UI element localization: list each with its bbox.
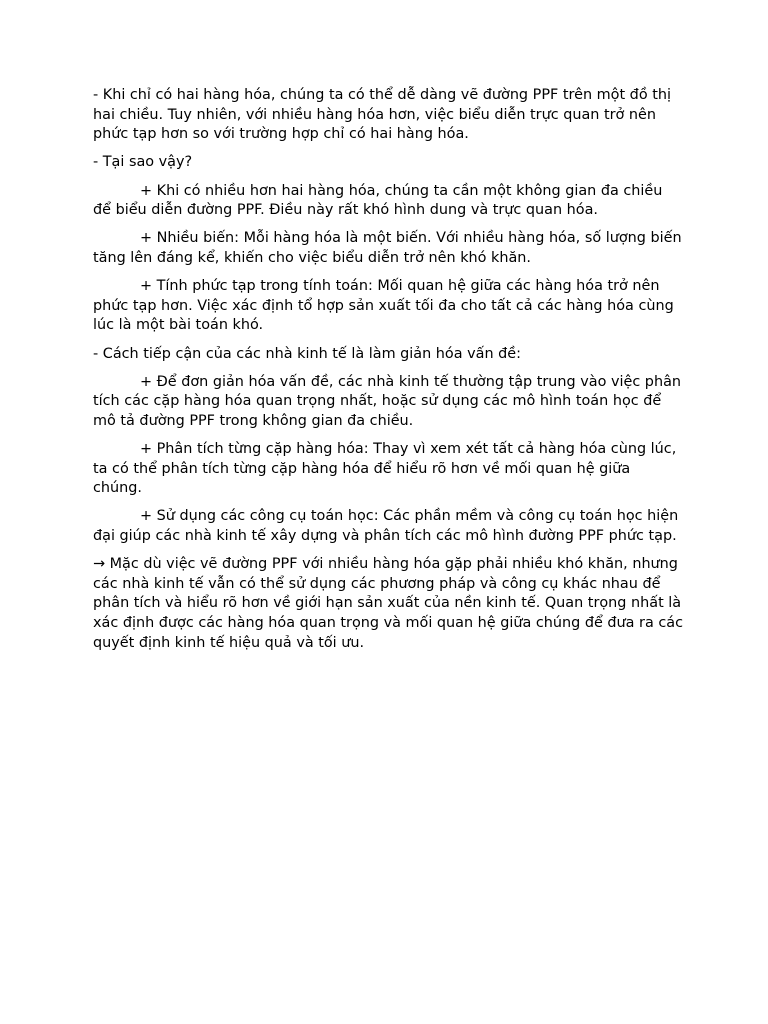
paragraph-pairwise-analysis: + Phân tích từng cặp hàng hóa: Thay vì xem xét tất cả hàng hóa cùng lúc, ta có thể phân tích từng cặp hàng hóa để hiểu rõ hơn về mối quan hệ giữa chúng.: [93, 441, 677, 497]
paragraph-simplification: + Để đơn giản hóa vấn đề, các nhà kinh tế thường tập trung vào việc phân tích các cặp hàng hóa quan trọng nhất, hoặc sử dụng các mô hình toán học để mô tả đường PPF trong không gian đa chiều.: [93, 373, 682, 429]
paragraph-conclusion: → Mặc dù việc vẽ đường PPF với nhiều hàng hóa gặp phải nhiều khó khăn, nhưng các nhà kinh tế vẫn có thể sử dụng các phương pháp và công cụ khác nhau để phân tích và hiểu rõ hơn về giới hạn sản xuất của nền kinh tế. Quan trọng nhất là xác định được các hàng hóa quan trọng và mối quan hệ giữa chúng để đưa ra các quyết định kinh tế hiệu quả và tối ưu.: [93, 556, 683, 651]
paragraph-many-variables: + Nhiều biến: Mỗi hàng hóa là một biến. Với nhiều hàng hóa, số lượng biến tăng lên đáng kể, khiến cho việc biểu diễn trở nên khó khăn.: [93, 230, 682, 266]
document-page: [93, 86, 683, 662]
paragraph-computational-complexity: + Tính phức tạp trong tính toán: Mối quan hệ giữa các hàng hóa trở nên phức tạp hơn. Việc xác định tổ hợp sản xuất tối đa cho tất cả các hàng hóa cùng lúc là một bài toán khó.: [93, 278, 674, 334]
paragraph-ppf-intro: - Khi chỉ có hai hàng hóa, chúng ta có thể dễ dàng vẽ đường PPF trên một đồ thị hai chiều. Tuy nhiên, với nhiều hàng hóa hơn, việc biểu diễn trực quan trở nên phức tạp hơn so với trường hợp chỉ có hai hàng hóa.: [93, 87, 671, 143]
paragraph-approach-heading: - Cách tiếp cận của các nhà kinh tế là làm giản hóa vấn đề:: [93, 345, 521, 362]
paragraph-multidimensional: + Khi có nhiều hơn hai hàng hóa, chúng ta cần một không gian đa chiều để biểu diễn đường PPF. Điều này rất khó hình dung và trực quan hóa.: [93, 182, 663, 219]
paragraph-question: - Tại sao vậy?: [93, 154, 193, 171]
paragraph-math-tools: + Sử dụng các công cụ toán học: Các phần mềm và công cụ toán học hiện đại giúp các nhà kinh tế xây dựng và phân tích các mô hình đường PPF phức tạp.: [93, 508, 679, 545]
